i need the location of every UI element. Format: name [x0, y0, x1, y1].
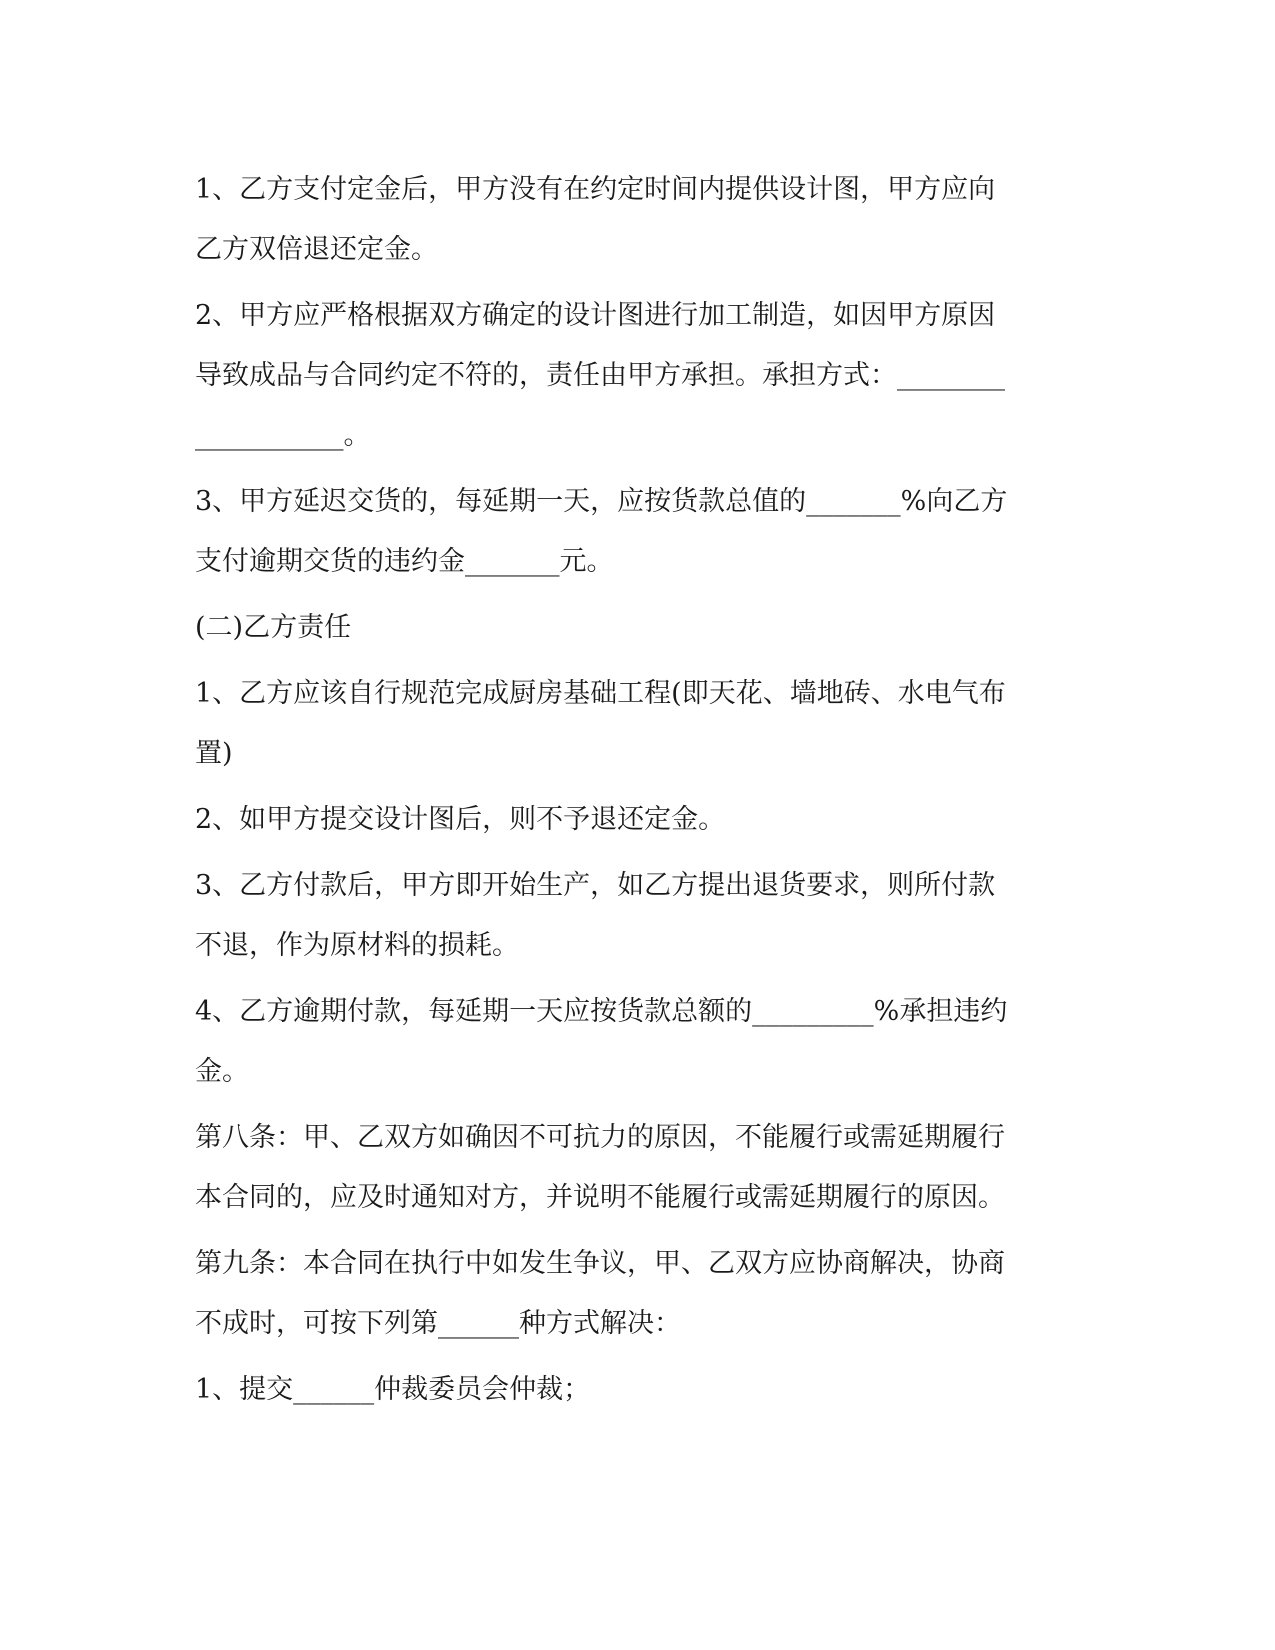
section-heading: (二)乙方责任 [195, 612, 352, 643]
paragraph-line: 3、乙方付款后，甲方即开始生产，如乙方提出退货要求，则所付款 [195, 870, 996, 901]
paragraph-line: 乙方双倍退还定金。 [195, 234, 438, 265]
paragraph-line: 4、乙方逾期付款，每延期一天应按货款总额的_________%承担违约 [195, 996, 1008, 1027]
article-8-line: 第八条：甲、乙双方如确因不可抗力的原因，不能履行或需延期履行 [195, 1122, 1005, 1153]
paragraph-line: 置) [195, 738, 233, 769]
paragraph-line: 3、甲方延迟交货的，每延期一天，应按货款总值的_______%向乙方 [195, 486, 1008, 517]
paragraph-line: 1、提交______仲裁委员会仲裁； [195, 1374, 591, 1405]
article-9-line: 不成时，可按下列第______种方式解决： [195, 1308, 681, 1339]
article-8-line: 本合同的，应及时通知对方，并说明不能履行或需延期履行的原因。 [195, 1182, 1005, 1213]
article-9-line: 第九条：本合同在执行中如发生争议，甲、乙双方应协商解决，协商 [195, 1248, 1005, 1279]
paragraph-line: 支付逾期交货的违约金_______元。 [195, 546, 614, 577]
paragraph-line: 导致成品与合同约定不符的，责任由甲方承担。承担方式：________ [195, 360, 1005, 391]
paragraph-line: 1、乙方支付定金后，甲方没有在约定时间内提供设计图，甲方应向 [195, 174, 996, 205]
paragraph-line: 2、如甲方提交设计图后，则不予退还定金。 [195, 804, 726, 835]
paragraph-line: ___________。 [195, 420, 371, 451]
paragraph-line: 1、乙方应该自行规范完成厨房基础工程(即天花、墙地砖、水电气布 [195, 678, 1006, 709]
paragraph-line: 金。 [195, 1056, 249, 1087]
contract-body [195, 160, 1075, 1420]
paragraph-line: 2、甲方应严格根据双方确定的设计图进行加工制造，如因甲方原因 [195, 300, 996, 331]
paragraph-line: 不退，作为原材料的损耗。 [195, 930, 519, 961]
